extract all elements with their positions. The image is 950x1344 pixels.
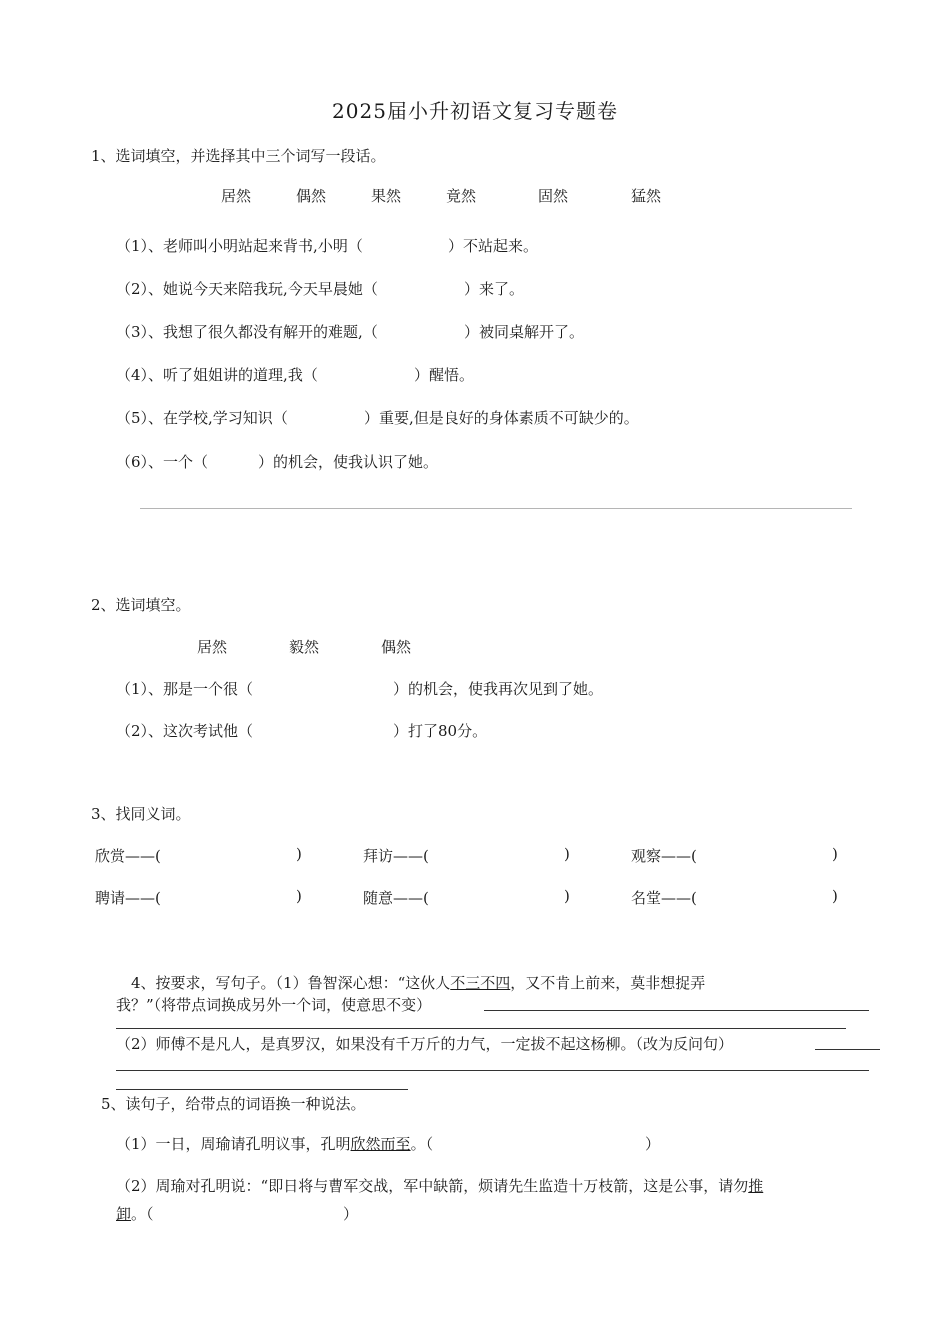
q2-word: 毅然 (289, 638, 320, 656)
q5-underlined-char: 卸 (116, 1205, 132, 1223)
q4-answer-line (116, 1070, 869, 1071)
q4-answer-line (116, 1089, 408, 1090)
q5-item-2-cont: 卸。（ (116, 1205, 154, 1223)
q3-pair-word: 名堂——( (631, 889, 697, 907)
q2-word: 居然 (197, 638, 228, 656)
q2-heading: 2、选词填空。 (91, 596, 191, 614)
q3-pair-word: 欣赏——( (95, 847, 161, 865)
q2-word: 偶然 (381, 638, 412, 656)
q4-underlined-phrase: 不三不四 (450, 974, 511, 992)
q5-item-2: （2）周瑜对孔明说：“即日将与曹军交战，军中缺箭，烦请先生监造十万枝箭，这是公事，请勿推 (116, 1177, 764, 1195)
q2-item-2-end: ）打了80分。 (393, 722, 488, 740)
q3-pair-close: ) (564, 887, 570, 905)
q2-item-2-text: （2）、这次考试他（ (116, 722, 254, 740)
q3-pair-close: ) (564, 845, 570, 863)
q5-item-1: （1）一日，周瑜请孔明议事，孔明欣然而至。（ (116, 1135, 434, 1153)
q1-word: 居然 (221, 187, 252, 205)
q4-answer-line (815, 1049, 880, 1050)
q5-heading: 5、读句子，给带点的词语换一种说法。 (101, 1095, 366, 1113)
q1-word: 竟然 (446, 187, 477, 205)
q1-item-5-text: （5）、在学校,学习知识（ (116, 409, 288, 427)
q3-pair-close: ) (296, 887, 302, 905)
q1-item-4-text: （4）、听了姐姐讲的道理,我（ (116, 366, 318, 384)
q4-answer-line (484, 1010, 869, 1011)
q5-underlined-char: 推 (748, 1177, 764, 1195)
q1-item-1-end: ）不站起来。 (448, 237, 539, 255)
q5-item-1-close: ） (645, 1135, 661, 1153)
q5-item-2-close: ） (343, 1205, 359, 1223)
q3-pair-word: 拜访——( (363, 847, 429, 865)
q1-item-1-text: （1）、老师叫小明站起来背书,小明（ (116, 237, 363, 255)
q3-pair-close: ) (832, 845, 838, 863)
q1-answer-line (140, 508, 852, 509)
q1-item-3-end: ）被同桌解开了。 (464, 323, 585, 341)
q1-item-3-text: （3）、我想了很久都没有解开的难题,（ (116, 323, 378, 341)
q1-word: 偶然 (296, 187, 327, 205)
q1-item-6-end: ）的机会，使我认识了她。 (258, 453, 439, 471)
q1-item-4-end: ）醒悟。 (414, 366, 475, 384)
q1-item-6-text: （6）、一个（ (116, 453, 209, 471)
q1-word: 固然 (538, 187, 569, 205)
q5-underlined-phrase: 欣然而至 (350, 1135, 411, 1153)
q4-line-3: （2）师傅不是凡人，是真罗汉，如果没有千万斤的力气，一定拔不起这杨柳。（改为反问句） (116, 1035, 734, 1053)
q3-pair-word: 聘请——( (95, 889, 161, 907)
q1-heading: 1、选词填空，并选择其中三个词写一段话。 (91, 147, 386, 165)
q3-pair-word: 观察——( (631, 847, 697, 865)
q2-item-1-end: ）的机会，使我再次见到了她。 (393, 680, 604, 698)
q1-item-2-text: （2）、她说今天来陪我玩,今天早晨她（ (116, 280, 378, 298)
q2-item-1-text: （1）、那是一个很（ (116, 680, 254, 698)
q1-word: 果然 (371, 187, 402, 205)
q3-heading: 3、找同义词。 (91, 805, 191, 823)
q4-line-2: 我？”（将带点词换成另外一个词，使意思不变） (116, 996, 432, 1014)
q1-item-2-end: ）来了。 (464, 280, 525, 298)
q3-pair-close: ) (296, 845, 302, 863)
q1-word: 猛然 (631, 187, 662, 205)
q4-line-1: 4、按要求，写句子。（1）鲁智深心想：“这伙人不三不四，又不肯上前来，莫非想捉弄 (131, 974, 706, 992)
page-title: 2025届小升初语文复习专题卷 (332, 99, 618, 123)
q3-pair-word: 随意——( (363, 889, 429, 907)
q3-pair-close: ) (832, 887, 838, 905)
q1-item-5-end: ）重要,但是良好的身体素质不可缺少的。 (364, 409, 639, 427)
q4-answer-line (116, 1028, 846, 1029)
